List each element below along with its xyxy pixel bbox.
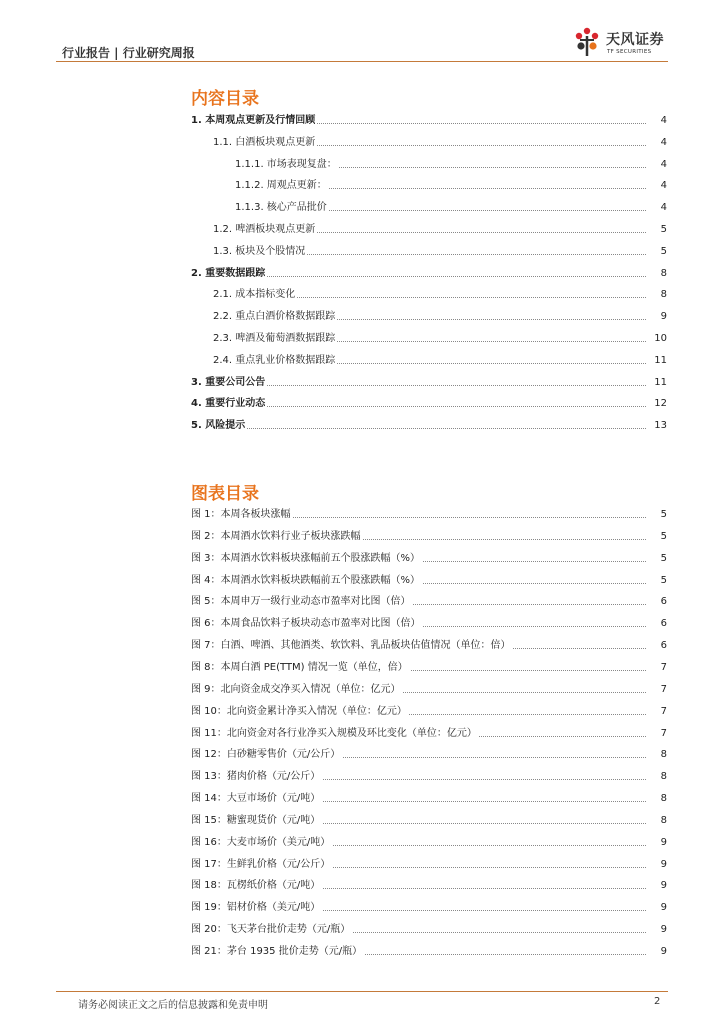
figure-entry[interactable] (0, 945, 724, 959)
figure-entry[interactable] (0, 552, 724, 566)
toc-entry-page: 11 (654, 354, 667, 366)
toc-entry-page: 12 (654, 398, 667, 410)
toc-entry-page: 13 (654, 420, 667, 432)
toc-entry[interactable] (0, 245, 724, 259)
figure-entry-page: 9 (660, 924, 667, 936)
toc-entry-page: 10 (654, 333, 667, 344)
toc-title: 内容目录 (191, 89, 259, 109)
toc-entry-label: 1.1.3. 核心产品批价 (235, 202, 327, 214)
toc-entry-page: 8 (660, 289, 667, 301)
figure-entry-page: 8 (660, 793, 667, 805)
report-type-label: 行业报告 | 行业研究周报 (62, 46, 195, 60)
toc-entry[interactable] (0, 223, 724, 237)
figure-entry-page: 5 (660, 574, 667, 586)
toc-entry[interactable] (0, 158, 724, 172)
figure-entry-label: 图 3：本周酒水饮料板块涨幅前五个股涨跌幅（%） (191, 552, 421, 564)
figure-entry-label: 图 7：白酒、啤酒、其他酒类、软饮料、乳品板块估值情况（单位：倍） (191, 640, 511, 652)
figure-entry-page: 8 (660, 814, 667, 826)
toc-entry[interactable] (0, 288, 724, 302)
figure-entry-label: 图 6：本周食品饮料子板块动态市盈率对比图（倍） (191, 618, 421, 630)
figure-entry[interactable] (0, 858, 724, 872)
figure-entry[interactable] (0, 661, 724, 675)
figure-entry-page: 9 (660, 880, 667, 892)
figure-entry[interactable] (0, 595, 724, 609)
toc-entry-page: 8 (660, 267, 667, 279)
figure-entry-label: 图 13：猪肉价格（元/公斤） (191, 771, 321, 783)
toc-entry[interactable] (0, 114, 724, 128)
toc-entry[interactable] (0, 354, 724, 368)
figure-entry-page: 6 (660, 596, 667, 608)
figure-entry-label: 图 17：生鲜乳价格（元/公斤） (191, 858, 331, 870)
figure-entry-label: 图 12：白砂糖零售价（元/公斤） (191, 749, 341, 761)
figure-entry-label: 图 15：糖蜜现货价（元/吨） (191, 814, 321, 826)
figure-entry-label: 图 1：本周各板块涨幅 (191, 509, 291, 520)
figure-entry[interactable] (0, 705, 724, 719)
toc-entry[interactable] (0, 310, 724, 324)
figure-entry-page: 9 (660, 836, 667, 848)
figure-entry-label: 图 19：铝材价格（美元/吨） (191, 902, 321, 914)
tf-logo-icon (570, 24, 604, 58)
toc-entry-page: 4 (660, 202, 667, 214)
figure-entry[interactable] (0, 530, 724, 544)
figure-entry-label: 图 2：本周酒水饮料行业子板块涨跌幅 (191, 530, 361, 542)
toc-entry-label: 2. 重要数据跟踪 (191, 267, 266, 279)
toc-entry-page: 9 (660, 311, 667, 323)
toc-entry[interactable] (0, 397, 724, 411)
toc-entry-label: 1. 本周观点更新及行情回顾 (191, 115, 316, 126)
figure-entry-page: 7 (660, 727, 667, 739)
figure-entry-page: 5 (660, 530, 667, 542)
toc-entry[interactable] (0, 179, 724, 193)
figure-entry-label: 图 8：本周白酒 PE(TTM) 情况一览（单位，倍） (191, 661, 408, 673)
figure-entry-label: 图 21：茅台 1935 批价走势（元/瓶） (191, 946, 363, 957)
toc-entry-page: 11 (654, 376, 667, 388)
toc-entry[interactable] (0, 332, 724, 346)
figure-entry-page: 8 (660, 771, 667, 783)
toc-entry-label: 4. 重要行业动态 (191, 398, 266, 410)
figure-entry-page: 7 (660, 683, 667, 695)
figure-entry-page: 7 (660, 705, 667, 717)
figure-entry-label: 图 4：本周酒水饮料板块跌幅前五个股涨跌幅（%） (191, 574, 421, 586)
footer-disclaimer: 请务必阅读正文之后的信息披露和免责申明 (78, 1000, 268, 1011)
figure-entry-page: 9 (660, 902, 667, 914)
figure-entry-page: 6 (660, 618, 667, 630)
company-logo (570, 24, 670, 62)
figure-entry[interactable] (0, 617, 724, 631)
figure-entry[interactable] (0, 879, 724, 893)
toc-entry-page: 4 (660, 115, 667, 126)
figure-list-title: 图表目录 (191, 484, 259, 504)
figure-entry-page: 9 (660, 858, 667, 870)
toc-entry-page: 4 (660, 180, 667, 192)
toc-entry[interactable] (0, 267, 724, 281)
toc-entry-label: 2.2. 重点白酒价格数据跟踪 (213, 311, 336, 323)
toc-entry-page: 4 (660, 136, 667, 148)
toc-entry-label: 1.1.2. 周观点更新： (235, 180, 327, 192)
toc-entry-page: 4 (660, 158, 667, 170)
toc-entry[interactable] (0, 419, 724, 433)
figure-entry-label: 图 20：飞天茅台批价走势（元/瓶） (191, 924, 351, 936)
toc-entry-label: 2.1. 成本指标变化 (213, 289, 296, 301)
toc-entry-label: 1.1. 白酒板块观点更新 (213, 136, 316, 148)
figure-entry-page: 7 (660, 661, 667, 673)
figure-entry-label: 图 16：大麦市场价（美元/吨） (191, 836, 331, 848)
toc-entry[interactable] (0, 376, 724, 390)
figure-entry[interactable] (0, 727, 724, 741)
figure-entry-label: 图 9：北向资金成交净买入情况（单位：亿元） (191, 683, 401, 695)
figure-entry-page: 5 (660, 552, 667, 564)
figure-entry-page: 6 (660, 640, 667, 652)
toc-entry-label: 2.4. 重点乳业价格数据跟踪 (213, 354, 336, 366)
figure-entry[interactable] (0, 748, 724, 762)
figure-entry[interactable] (0, 901, 724, 915)
logo-text-en: TF SECURITIES (607, 49, 652, 55)
figure-entry[interactable] (0, 770, 724, 784)
page-number: 2 (654, 996, 661, 1007)
figure-entry-label: 图 14：大豆市场价（元/吨） (191, 793, 321, 805)
figure-entry-page: 9 (660, 946, 667, 957)
figure-entry-label: 图 11：北向资金对各行业净买入规模及环比变化（单位：亿元） (191, 727, 477, 739)
figure-entry[interactable] (0, 639, 724, 653)
figure-entry[interactable] (0, 574, 724, 588)
logo-text-cn: 天风证券 (606, 32, 664, 48)
figure-entry-label: 图 5：本周申万一级行业动态市盈率对比图（倍） (191, 596, 411, 608)
footer-divider (56, 991, 668, 992)
toc-entry-label: 3. 重要公司公告 (191, 376, 266, 388)
figure-entry[interactable] (0, 792, 724, 806)
toc-entry-label: 5. 风险提示 (191, 420, 246, 432)
figure-entry-page: 8 (660, 749, 667, 761)
toc-entry[interactable] (0, 201, 724, 215)
figure-entry-label: 图 10：北向资金累计净买入情况（单位：亿元） (191, 705, 407, 717)
figure-entry[interactable] (0, 683, 724, 697)
toc-entry-label: 1.3. 板块及个股情况 (213, 245, 306, 257)
figure-entry[interactable] (0, 836, 724, 850)
figure-entry[interactable] (0, 508, 724, 522)
figure-entry[interactable] (0, 814, 724, 828)
toc-entry-label: 2.3. 啤酒及葡萄酒数据跟踪 (213, 333, 336, 344)
figure-entry-page: 5 (660, 509, 667, 520)
figure-entry[interactable] (0, 923, 724, 937)
toc-entry[interactable] (0, 136, 724, 150)
toc-entry-page: 5 (660, 224, 667, 235)
figure-entry-label: 图 18：瓦楞纸价格（元/吨） (191, 880, 321, 892)
leader-dots (191, 428, 646, 429)
toc-entry-page: 5 (660, 245, 667, 257)
toc-entry-label: 1.1.1. 市场表现复盘： (235, 158, 337, 170)
toc-entry-label: 1.2. 啤酒板块观点更新 (213, 224, 316, 235)
header-divider (56, 61, 668, 62)
